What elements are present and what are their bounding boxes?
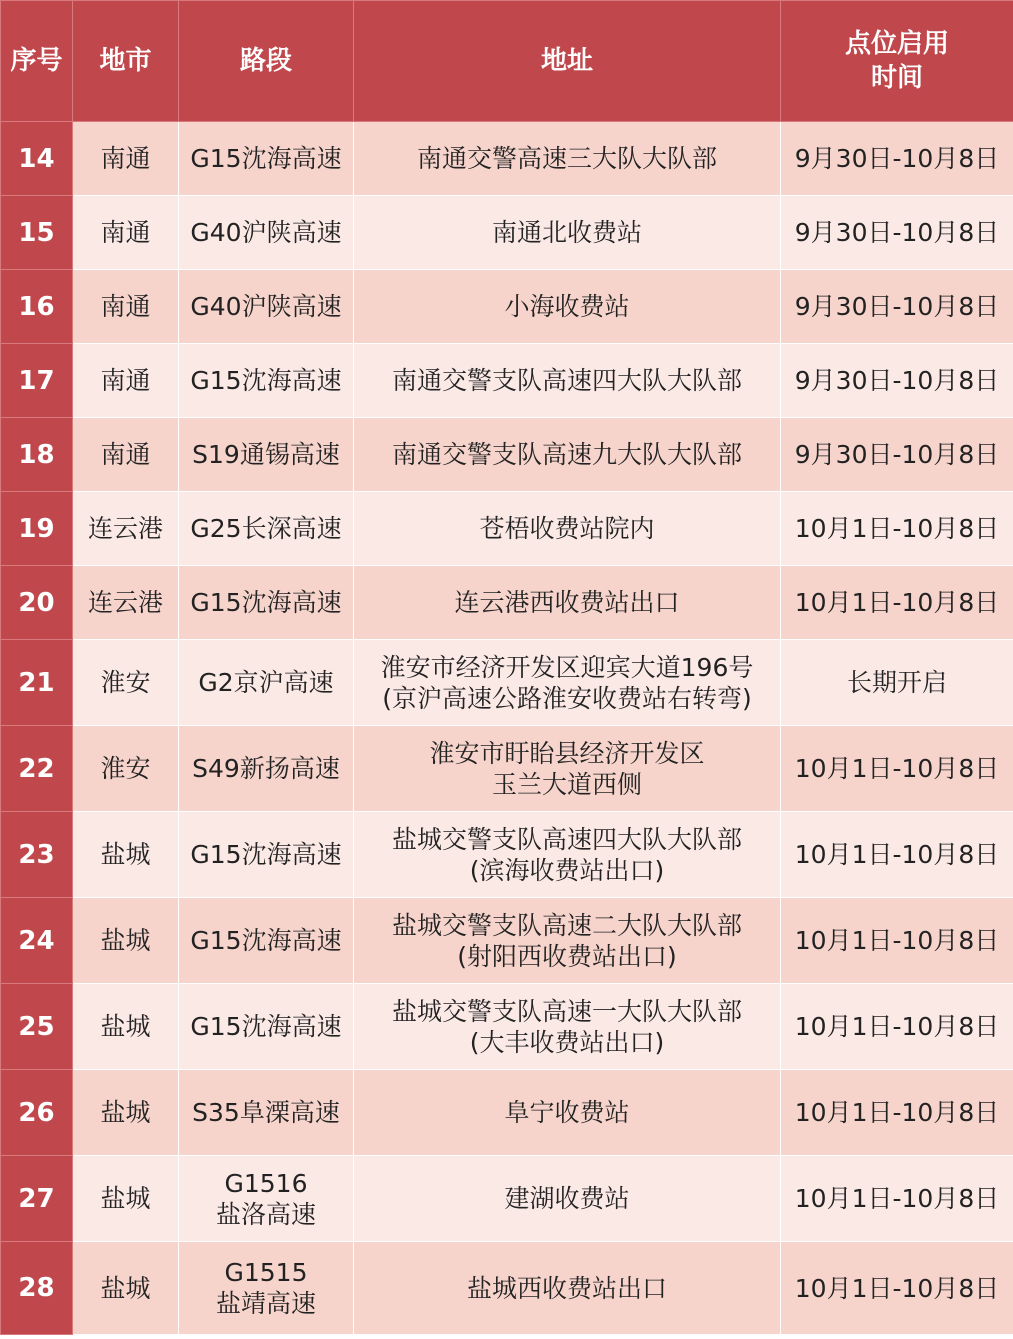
road-cell: [179, 1070, 354, 1156]
road-cell: [179, 984, 354, 1070]
time-cell: 10月1日-10月8日: [781, 898, 1013, 984]
row-number: 22: [1, 726, 73, 812]
address-cell-line: 小海收费站: [504, 292, 630, 321]
row-number: 16: [1, 270, 73, 344]
time-cell: 9月30日-10月8日: [781, 270, 1013, 344]
row-number: 27: [1, 1156, 73, 1242]
row-number: 18: [1, 418, 73, 492]
table-row: [1, 640, 1013, 726]
time-cell: 10月1日-10月8日: [781, 812, 1013, 898]
road-cell-line: G15沈海高速: [190, 926, 342, 955]
header-time-line: 点位启用: [844, 29, 949, 59]
row-number: 17: [1, 344, 73, 418]
road-cell-line: 盐靖高速: [215, 1289, 316, 1318]
address-cell: [354, 1242, 781, 1335]
row-number: 23: [1, 812, 73, 898]
address-cell: [354, 1070, 781, 1156]
address-cell-line: 南通交警支队高速四大队大队部: [391, 366, 742, 395]
road-cell: [179, 196, 354, 270]
address-cell: [354, 270, 781, 344]
city-cell: 盐城: [73, 1242, 179, 1335]
road-cell: [179, 1242, 354, 1335]
city-cell: 盐城: [73, 898, 179, 984]
road-cell-line: 盐洛高速: [215, 1199, 316, 1229]
city-cell: 淮安: [73, 640, 179, 726]
header-city: 地市: [73, 1, 179, 122]
time-cell: 10月1日-10月8日: [781, 1156, 1013, 1242]
road-cell-line: G40沪陕高速: [190, 292, 342, 321]
city-cell: 南通: [73, 196, 179, 270]
road-cell-line: G40沪陕高速: [190, 218, 342, 247]
header-address: 地址: [354, 1, 781, 122]
header-seq: 序号: [1, 1, 73, 122]
road-cell-line: G15沈海高速: [190, 144, 342, 173]
table-header: [1, 1, 1013, 122]
header-time: [781, 1, 1013, 122]
road-cell: [179, 122, 354, 196]
header-row: [1, 1, 1013, 122]
address-cell: [354, 196, 781, 270]
address-cell: [354, 1156, 781, 1242]
row-number: 15: [1, 196, 73, 270]
table-row: [1, 270, 1013, 344]
address-cell: [354, 726, 781, 812]
city-cell: 盐城: [73, 984, 179, 1070]
city-cell: 盐城: [73, 1156, 179, 1242]
road-cell-line: G2京沪高速: [198, 668, 334, 697]
address-cell-line: (射阳西收费站出口): [457, 941, 677, 971]
address-cell: [354, 122, 781, 196]
address-cell: [354, 418, 781, 492]
address-cell-line: (京沪高速公路淮安收费站右转弯): [382, 683, 752, 713]
table-row: [1, 984, 1013, 1070]
address-cell-line: 阜宁收费站: [504, 1098, 630, 1127]
time-cell: 10月1日-10月8日: [781, 726, 1013, 812]
road-cell: [179, 640, 354, 726]
table-row: [1, 418, 1013, 492]
city-cell: 淮安: [73, 726, 179, 812]
road-cell-line: G15沈海高速: [190, 366, 342, 395]
address-cell-line: 南通交警支队高速九大队大队部: [391, 440, 742, 469]
row-number: 26: [1, 1070, 73, 1156]
city-cell: 盐城: [73, 812, 179, 898]
address-cell: [354, 492, 781, 566]
road-cell: [179, 726, 354, 812]
time-cell: 9月30日-10月8日: [781, 344, 1013, 418]
road-cell: [179, 492, 354, 566]
table-row: [1, 898, 1013, 984]
city-cell: 南通: [73, 418, 179, 492]
address-cell: [354, 898, 781, 984]
table-row: [1, 1156, 1013, 1242]
address-cell-line: 建湖收费站: [504, 1184, 630, 1213]
table-body: [1, 122, 1013, 1335]
table-row: [1, 122, 1013, 196]
table-row: [1, 344, 1013, 418]
city-cell: 南通: [73, 270, 179, 344]
city-cell: 盐城: [73, 1070, 179, 1156]
road-cell-line: G15沈海高速: [190, 588, 342, 617]
header-road: 路段: [179, 1, 354, 122]
road-cell-line: G15沈海高速: [190, 840, 342, 869]
address-cell-line: (滨海收费站出口): [469, 855, 665, 885]
table-row: [1, 196, 1013, 270]
address-cell: [354, 344, 781, 418]
address-cell-line: 盐城交警支队高速一大队大队部: [391, 996, 742, 1026]
address-cell-line: 盐城交警支队高速二大队大队部: [391, 910, 742, 940]
address-cell-line: 连云港西收费站出口: [454, 588, 680, 617]
row-number: 21: [1, 640, 73, 726]
row-number: 24: [1, 898, 73, 984]
table-row: [1, 726, 1013, 812]
road-cell-line: S35阜溧高速: [192, 1098, 340, 1127]
road-cell-line: S19通锡高速: [192, 440, 340, 469]
address-cell-line: 苍梧收费站院内: [479, 514, 655, 543]
road-cell-line: G1516: [224, 1168, 308, 1198]
time-cell: 10月1日-10月8日: [781, 566, 1013, 640]
city-cell: 南通: [73, 344, 179, 418]
road-cell-line: G15沈海高速: [190, 1012, 342, 1041]
table-row: [1, 1070, 1013, 1156]
road-cell: [179, 566, 354, 640]
address-cell: [354, 566, 781, 640]
city-cell: 连云港: [73, 492, 179, 566]
row-number: 28: [1, 1242, 73, 1335]
address-cell-line: 淮安市盱眙县经济开发区: [429, 738, 705, 768]
time-cell: 10月1日-10月8日: [781, 492, 1013, 566]
address-cell: [354, 984, 781, 1070]
address-cell-line: 淮安市经济开发区迎宾大道196号: [380, 652, 754, 682]
address-cell-line: (大丰收费站出口): [469, 1027, 665, 1057]
row-number: 14: [1, 122, 73, 196]
table-row: [1, 812, 1013, 898]
road-cell-line: S49新扬高速: [192, 754, 340, 783]
road-cell-line: G1515: [224, 1258, 308, 1287]
road-cell: [179, 898, 354, 984]
road-cell: [179, 344, 354, 418]
table-row: [1, 566, 1013, 640]
table-row: [1, 1242, 1013, 1335]
road-cell: [179, 418, 354, 492]
address-cell-line: 盐城西收费站出口: [466, 1273, 667, 1303]
address-cell-line: 南通交警高速三大队大队部: [416, 144, 717, 173]
road-cell: [179, 270, 354, 344]
address-cell-line: 盐城交警支队高速四大队大队部: [391, 824, 742, 854]
road-cell: [179, 1156, 354, 1242]
row-number: 25: [1, 984, 73, 1070]
time-cell: 9月30日-10月8日: [781, 418, 1013, 492]
city-cell: 南通: [73, 122, 179, 196]
address-cell: [354, 812, 781, 898]
address-cell-line: 南通北收费站: [491, 218, 642, 247]
time-cell: 9月30日-10月8日: [781, 196, 1013, 270]
city-cell: 连云港: [73, 566, 179, 640]
road-cell-line: G25长深高速: [190, 514, 342, 543]
header-time-line: 时间: [870, 63, 923, 93]
time-cell: 长期开启: [781, 640, 1013, 726]
time-cell: 10月1日-10月8日: [781, 984, 1013, 1070]
row-number: 19: [1, 492, 73, 566]
time-cell: 9月30日-10月8日: [781, 122, 1013, 196]
time-cell: 10月1日-10月8日: [781, 1070, 1013, 1156]
time-cell: 10月1日-10月8日: [781, 1242, 1013, 1335]
row-number: 20: [1, 566, 73, 640]
road-cell: [179, 812, 354, 898]
table-row: [1, 492, 1013, 566]
address-cell: [354, 640, 781, 726]
address-cell-line: 玉兰大道西侧: [491, 769, 642, 799]
